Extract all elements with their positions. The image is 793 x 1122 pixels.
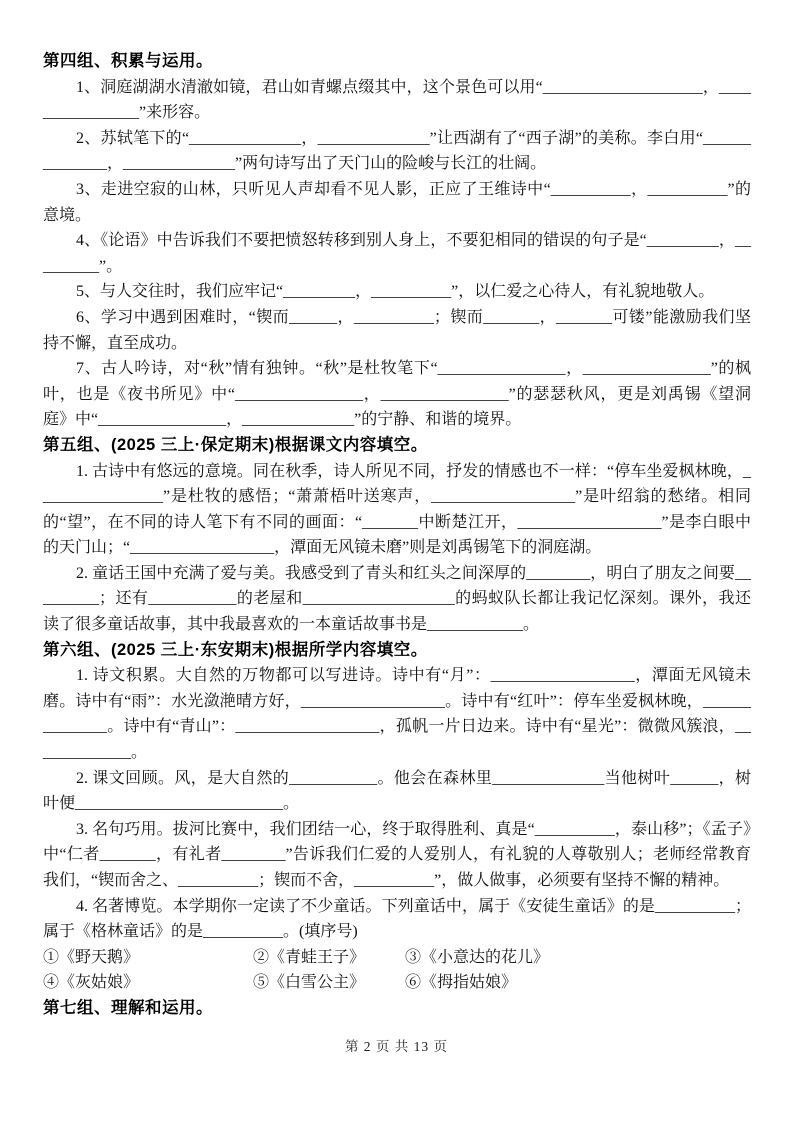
group5-question-1: 1. 古诗中有悠远的意境。同在秋季，诗人所见不同，抒发的情感也不一样：“停车坐爱枫林晚，________________”是杜牧的感悟；“萧萧梧叶送寒声，__________________”是叶绍翁的愁绪。相同的“望”，在不同的诗人笔下有不同的画面：“_______中断楚江开，__________________”是李白眼中的天门山；“__________________，潭面无风镜未磨”则是刘禹锡笔下的洞庭湖。 (43, 462, 751, 557)
group6-question-2: 2. 课文回顾。风，是大自然的___________。他会在森林里______________当他树叶______，树叶便__________________________。 (43, 769, 751, 813)
fairytale-options-row-2 (43, 970, 751, 996)
group6-question-1: 1. 诗文积累。大自然的万物都可以写进诗。诗中有“月”：__________________，潭面无风镜未磨。诗中有“雨”：水光潋滟晴方好，__________________。诗中有“红叶”：停车坐爱枫林晚，______________。诗中有“青山”：__________________，孤帆一片日边来。诗中有“星光”：微微风簇浪，_____________。 (43, 667, 751, 762)
group6-question-4: 4. 名著博览。本学期你一定读了不少童话。下列童话中，属于《安徒生童话》的是__________；属于《格林童话》的是__________。(填序号) (43, 897, 751, 941)
page-number-footer: 第 2 页 共 13 页 (344, 1039, 449, 1055)
group4-question-4: 4、《论语》中告诉我们不要把愤怒转移到别人身上，不要犯相同的错误的句子是“_________，_________”。 (43, 232, 751, 275)
section-heading-group6: 第六组、(2025 三上·东安期末)根据所学内容填空。 (43, 640, 428, 659)
option-wild-swans: ①《野天鹅》 (43, 948, 140, 966)
option-frog-prince: ②《青蛙王子》 (253, 948, 366, 966)
fairytale-options-row-1 (43, 945, 751, 971)
group4-question-5: 5、与人交往时，我们应牢记“_________，__________”，以仁爱之心待人，有礼貌地敬人。 (76, 283, 715, 301)
section-heading-group5: 第五组、(2025 三上·保定期末)根据课文内容填空。 (43, 435, 428, 454)
group4-question-3: 3、走进空寂的山林，只听见人声却看不见人影，正应了王维诗中“__________，__________”的意境。 (43, 180, 751, 224)
group6-question-3: 3. 名句巧用。拔河比赛中，我们团结一心，终于取得胜利、真是“__________，泰山移”；《孟子》中“仁者_______，有礼者________”告诉我们仁爱的人爱别人，有礼貌的人尊敬别人；老师经常教育我们，“锲而舍之、__________；锲而不舍，__________”，做人做事，必须要有坚持不懈的精神。 (43, 820, 751, 889)
group5-question-2: 2. 童话王国中充满了爱与美。我感受到了青头和红头之间深厚的________，明白了朋友之间要_________；还有___________的老屋和___________________的蚂蚁队长都让我记忆深刻。课外，我还读了很多童话故事，其中我最喜欢的一本童话故事书是____________。 (43, 564, 751, 634)
group4-question-2: 2、苏轼笔下的“______________，______________”让西湖有了“西子湖”的美称。李白用“______________，______________”两句诗写出了天门山的险峻与长江的壮阔。 (43, 129, 751, 173)
group4-question-6: 6、学习中遇到困难时，“锲而______，__________；锲而_______，_______可镂”能激励我们坚持不懈，直至成功。 (43, 308, 751, 352)
option-thumbelina: ⑥《拇指姑娘》 (405, 974, 518, 992)
section-heading-group4: 第四组、积累与运用。 (43, 52, 213, 70)
section-heading-group7: 第七组、理解和运用。 (43, 998, 213, 1017)
option-snow-white: ⑤《白雪公主》 (253, 974, 366, 992)
group4-question-7: 7、古人吟诗，对“秋”情有独钟。“秋”是杜牧笔下“________________，________________”的枫叶，也是《夜书所见》中“________________，________________”的瑟瑟秋风，更是刘禹锡《望洞庭》中“________________，______________”的宁静、和谐的境界。 (43, 360, 751, 429)
option-cinderella: ④《灰姑娘》 (43, 974, 140, 992)
option-little-idas-flowers: ③《小意达的花儿》 (405, 948, 550, 966)
group4-question-1: 1、洞庭湖湖水清澈如镜，君山如青螺点缀其中，这个景色可以用“____________________，________________”来形容。 (43, 78, 751, 122)
